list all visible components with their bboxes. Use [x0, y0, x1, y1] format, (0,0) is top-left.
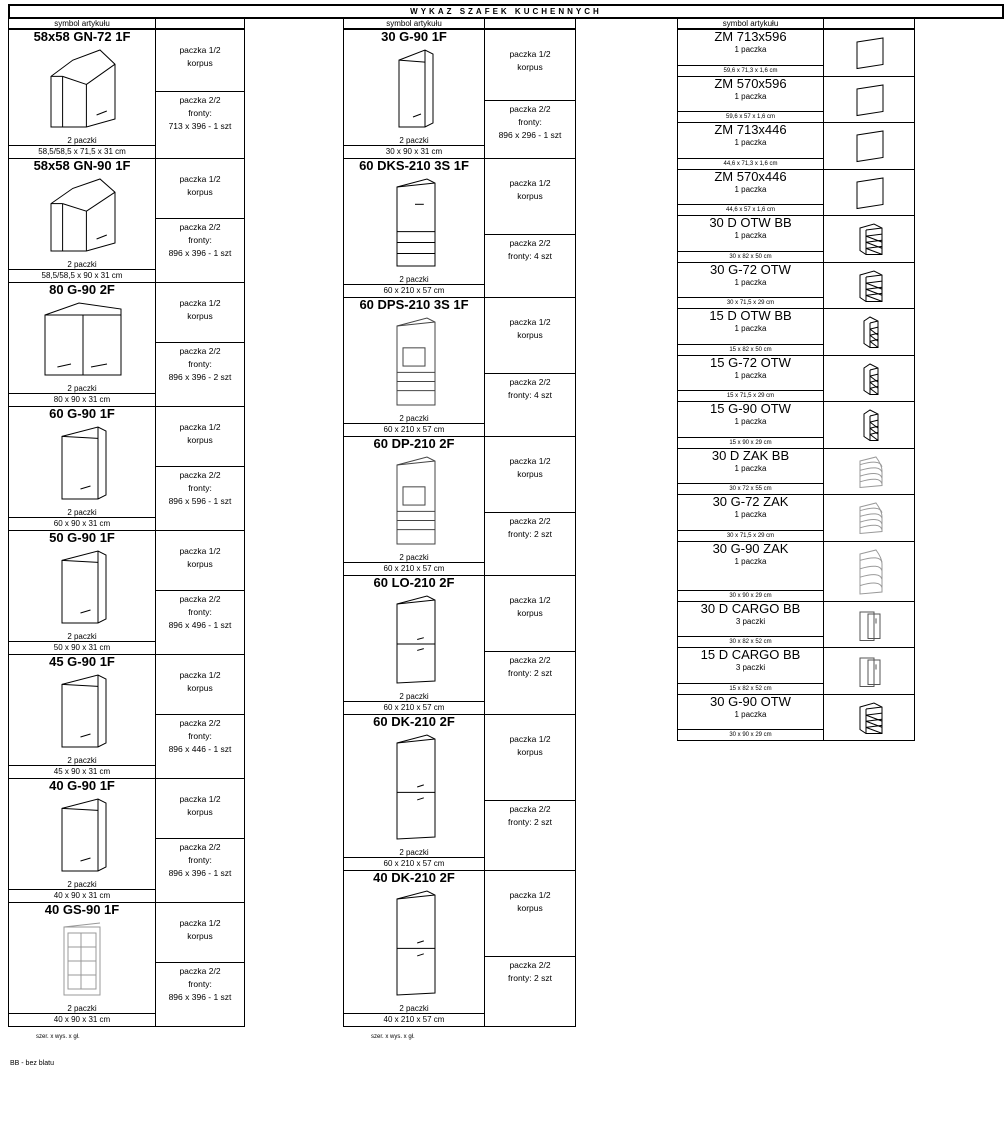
- package-2-desc: paczka 2/2 fronty: 2 szt: [508, 804, 552, 827]
- package-1-cell: [155, 29, 245, 92]
- package-1-cell: [155, 654, 245, 715]
- package-count: 2 paczki: [399, 848, 429, 857]
- header-symbol: symbol artykułu: [677, 17, 824, 29]
- item-drawing-cell: [823, 541, 915, 602]
- dimensions: 40 x 90 x 31 cm: [9, 1013, 155, 1026]
- package-2-desc: paczka 2/2 fronty: 2 szt: [508, 655, 552, 678]
- package-2-desc: paczka 2/2 fronty: 896 x 396 - 1 szt: [168, 222, 232, 258]
- dimensions: 44,6 x 57 x 1,6 cm: [678, 204, 823, 215]
- table-row: [677, 29, 915, 76]
- package-2-desc: paczka 2/2 fronty: 896 x 446 - 1 szt: [168, 718, 232, 754]
- item-cell: [677, 308, 824, 356]
- item-cell: [677, 541, 824, 602]
- dimensions: 15 x 90 x 29 cm: [678, 437, 823, 448]
- table-row: [677, 76, 915, 123]
- package-1-cell: [155, 158, 245, 219]
- package-2-desc: paczka 2/2 fronty: 896 x 596 - 1 szt: [168, 470, 232, 506]
- package-1-cell: [484, 158, 576, 235]
- package-2-desc: paczka 2/2 fronty: 4 szt: [508, 238, 552, 261]
- item-drawing-cell: [823, 401, 915, 449]
- table-row: [343, 158, 576, 297]
- item-cell: [8, 282, 156, 407]
- item-symbol: 40 G-90 1F: [49, 778, 115, 793]
- dimensions: 15 x 82 x 50 cm: [678, 344, 823, 355]
- dimensions: 30 x 82 x 52 cm: [678, 636, 823, 647]
- dimensions: 60 x 210 x 57 cm: [344, 284, 484, 297]
- package-count: 2 paczki: [67, 260, 97, 269]
- item-symbol: 60 DK-210 2F: [373, 714, 455, 729]
- item-cell: [343, 575, 485, 715]
- item-cell: [8, 29, 156, 159]
- package-1-cell: [484, 297, 576, 374]
- package-1-desc: paczka 1/2 korpus: [179, 45, 221, 68]
- open-shelf-icon: [856, 222, 884, 262]
- table-row: [677, 494, 915, 541]
- dimensions: 50 x 90 x 31 cm: [9, 641, 155, 654]
- package-2-cell: [155, 342, 245, 407]
- package-count: 1 paczka: [734, 231, 767, 240]
- cargo-cabinet-icon: [856, 608, 884, 648]
- table-row: [677, 448, 915, 495]
- item-symbol: 15 G-72 OTW: [710, 354, 791, 370]
- dimensions: 30 x 90 x 29 cm: [678, 590, 823, 601]
- narrow-shelf-icon: [860, 362, 880, 402]
- dimensions: 40 x 210 x 57 cm: [344, 1013, 484, 1026]
- corner-wall-cabinet-icon: [49, 177, 117, 258]
- tall-drawer-cabinet-icon: [393, 177, 437, 273]
- table-row: [677, 601, 915, 648]
- package-2-cell: [484, 100, 576, 159]
- package-count: 2 paczki: [399, 1004, 429, 1013]
- dimensions: 30 x 71,5 x 29 cm: [678, 297, 823, 308]
- package-count: 1 paczka: [734, 510, 767, 519]
- item-drawing-cell: [823, 448, 915, 496]
- item-symbol: 60 DP-210 2F: [373, 436, 455, 451]
- item-symbol: 30 G-72 ZAK: [712, 494, 789, 509]
- package-count: 1 paczka: [734, 463, 767, 473]
- footnote: szer. x wys. x gł.: [36, 1034, 80, 1040]
- package-1-cell: [155, 902, 245, 963]
- item-cell: [343, 436, 485, 576]
- item-symbol: 60 LO-210 2F: [373, 575, 455, 590]
- dimensions: 40 x 90 x 31 cm: [9, 889, 155, 902]
- package-2-cell: [155, 218, 245, 283]
- item-symbol: 30 D CARGO BB: [700, 600, 801, 616]
- open-shelf-icon: [856, 269, 884, 309]
- dimensions: 60 x 210 x 57 cm: [344, 423, 484, 436]
- item-symbol: 15 D CARGO BB: [700, 647, 801, 662]
- package-1-cell: [155, 778, 245, 839]
- package-1-desc: paczka 1/2 korpus: [179, 422, 221, 445]
- table-row: [8, 406, 245, 530]
- item-drawing-cell: [823, 647, 915, 695]
- package-count: 2 paczki: [399, 136, 429, 145]
- legend-note: BB - bez blatu: [10, 1060, 54, 1067]
- table-row: [8, 530, 245, 654]
- package-1-desc: paczka 1/2 korpus: [179, 670, 221, 693]
- package-2-desc: paczka 2/2 fronty: 896 x 296 - 1 szt: [498, 104, 562, 140]
- package-2-desc: paczka 2/2 fronty: 896 x 396 - 1 szt: [168, 842, 232, 878]
- item-symbol: 15 D OTW BB: [709, 308, 792, 323]
- item-drawing-cell: [823, 122, 915, 170]
- dimensions: 30 x 71,5 x 29 cm: [678, 530, 823, 541]
- item-drawing-cell: [823, 76, 915, 124]
- item-symbol: 60 G-90 1F: [49, 406, 115, 421]
- item-drawing-cell: [823, 262, 915, 310]
- item-cell: [8, 530, 156, 655]
- package-count: 1 paczka: [734, 709, 767, 719]
- item-cell: [8, 902, 156, 1027]
- double-wall-cabinet-icon: [43, 301, 123, 382]
- item-drawing-cell: [823, 601, 915, 649]
- item-drawing-cell: [823, 169, 915, 217]
- package-2-desc: paczka 2/2 fronty: 2 szt: [508, 960, 552, 983]
- package-2-cell: [155, 838, 245, 903]
- item-cell: [677, 448, 824, 496]
- footnote: szer. x wys. x gł.: [371, 1034, 415, 1040]
- item-cell: [677, 355, 824, 403]
- dimensions: 59,6 x 71,3 x 1,6 cm: [678, 65, 823, 76]
- item-cell: [677, 169, 824, 217]
- package-1-desc: paczka 1/2 korpus: [509, 49, 551, 72]
- item-cell: [343, 714, 485, 871]
- package-1-cell: [155, 406, 245, 467]
- item-symbol: 60 DKS-210 3S 1F: [359, 158, 469, 173]
- item-symbol: ZM 570x596: [714, 75, 787, 91]
- package-1-cell: [155, 530, 245, 591]
- item-symbol: 30 G-90 1F: [381, 29, 447, 44]
- front-panel-icon: [853, 129, 887, 169]
- package-1-cell: [484, 870, 576, 957]
- front-panel-icon: [853, 83, 887, 123]
- item-cell: [343, 297, 485, 437]
- table-row: [677, 401, 915, 448]
- package-1-desc: paczka 1/2 korpus: [509, 456, 551, 479]
- narrow-shelf-icon: [860, 408, 880, 448]
- package-1-cell: [155, 282, 245, 343]
- package-count: 2 paczki: [67, 136, 97, 145]
- table-row: [8, 282, 245, 406]
- rounded-shelf-icon: [856, 548, 884, 601]
- package-2-cell: [155, 91, 245, 159]
- package-1-desc: paczka 1/2 korpus: [509, 178, 551, 201]
- item-cell: [8, 158, 156, 283]
- item-cell: [677, 647, 824, 695]
- wall-cabinet-icon: [58, 673, 108, 754]
- table-row: [343, 297, 576, 436]
- package-count: 2 paczki: [67, 384, 97, 393]
- item-cell: [677, 694, 824, 742]
- table-row: [677, 122, 915, 169]
- package-count: 2 paczki: [399, 692, 429, 701]
- narrow-shelf-icon: [860, 315, 880, 355]
- item-cell: [343, 870, 485, 1027]
- package-count: 1 paczka: [734, 184, 767, 194]
- item-cell: [677, 401, 824, 449]
- header-blank: [484, 17, 576, 29]
- package-count: 1 paczka: [734, 138, 767, 147]
- package-1-desc: paczka 1/2 korpus: [509, 317, 551, 340]
- dimensions: 30 x 72 x 55 cm: [678, 483, 823, 494]
- glass-wall-cabinet-icon: [60, 921, 106, 1002]
- package-2-cell: [155, 962, 245, 1027]
- table-row: [343, 29, 576, 158]
- dimensions: 45 x 90 x 31 cm: [9, 765, 155, 778]
- package-count: 1 paczka: [734, 556, 767, 566]
- package-1-desc: paczka 1/2 korpus: [509, 890, 551, 913]
- dimensions: 30 x 90 x 31 cm: [344, 145, 484, 158]
- package-count: 2 paczki: [67, 880, 97, 889]
- item-symbol: 30 G-90 ZAK: [712, 540, 789, 556]
- dimensions: 60 x 90 x 31 cm: [9, 517, 155, 530]
- table-row: [677, 541, 915, 601]
- package-2-cell: [155, 714, 245, 779]
- dimensions: 44,6 x 71,3 x 1,6 cm: [678, 158, 823, 169]
- package-2-desc: paczka 2/2 fronty: 896 x 396 - 2 szt: [168, 346, 232, 382]
- item-drawing-cell: [823, 215, 915, 263]
- column-2: [343, 17, 576, 1040]
- item-symbol: 50 G-90 1F: [49, 530, 115, 545]
- item-cell: [343, 158, 485, 298]
- tall-oven-cabinet-icon: [393, 316, 437, 412]
- header-blank: [155, 17, 245, 29]
- package-1-cell: [484, 436, 576, 513]
- rounded-shelf-icon: [856, 501, 884, 541]
- package-2-cell: [155, 590, 245, 655]
- cargo-cabinet-icon: [856, 654, 884, 694]
- item-cell: [8, 406, 156, 531]
- package-1-desc: paczka 1/2 korpus: [179, 918, 221, 941]
- package-2-desc: paczka 2/2 fronty: 2 szt: [508, 516, 552, 539]
- package-2-desc: paczka 2/2 fronty: 896 x 496 - 1 szt: [168, 594, 232, 630]
- tall-fridge-cabinet-icon: [393, 594, 437, 690]
- item-cell: [677, 76, 824, 124]
- item-cell: [8, 654, 156, 779]
- package-1-desc: paczka 1/2 korpus: [509, 595, 551, 618]
- item-symbol: 60 DPS-210 3S 1F: [359, 297, 469, 312]
- dimensions: 60 x 210 x 57 cm: [344, 562, 484, 575]
- package-count: 1 paczka: [734, 277, 767, 287]
- package-2-desc: paczka 2/2 fronty: 896 x 396 - 1 szt: [168, 966, 232, 1002]
- item-cell: [677, 29, 824, 77]
- package-2-desc: paczka 2/2 fronty: 713 x 396 - 1 szt: [168, 95, 232, 131]
- package-2-cell: [484, 651, 576, 715]
- package-1-cell: [484, 575, 576, 652]
- wall-cabinet-icon: [58, 425, 108, 506]
- item-cell: [677, 215, 824, 263]
- dimensions: 15 x 82 x 52 cm: [678, 683, 823, 694]
- table-row: [677, 355, 915, 402]
- dimensions: 80 x 90 x 31 cm: [9, 393, 155, 406]
- table-row: [677, 647, 915, 694]
- package-count: 2 paczki: [67, 756, 97, 765]
- item-symbol: ZM 713x596: [714, 29, 787, 44]
- column-1: [8, 17, 245, 1040]
- table-row: [343, 714, 576, 870]
- table-row: [343, 436, 576, 575]
- package-2-cell: [484, 234, 576, 298]
- table-row: [343, 575, 576, 714]
- dimensions: 59,6 x 57 x 1,6 cm: [678, 111, 823, 122]
- item-symbol: ZM 713x446: [714, 122, 787, 137]
- tall-oven-cabinet-icon: [393, 455, 437, 551]
- item-symbol: 45 G-90 1F: [49, 654, 115, 669]
- package-count: 2 paczki: [399, 414, 429, 423]
- package-count: 1 paczka: [734, 91, 767, 101]
- package-count: 2 paczki: [399, 275, 429, 284]
- front-panel-icon: [853, 36, 887, 76]
- package-1-desc: paczka 1/2 korpus: [179, 794, 221, 817]
- package-count: 2 paczki: [67, 632, 97, 641]
- package-1-desc: paczka 1/2 korpus: [179, 546, 221, 569]
- package-count: 3 paczki: [735, 663, 766, 672]
- table-row: [677, 308, 915, 355]
- open-shelf-icon: [856, 701, 884, 741]
- table-row: [8, 902, 245, 1026]
- table-row: [8, 654, 245, 778]
- table-row: [8, 778, 245, 902]
- package-1-desc: paczka 1/2 korpus: [179, 298, 221, 321]
- package-count: 2 paczki: [67, 508, 97, 517]
- wall-cabinet-icon: [58, 549, 108, 630]
- tall-cabinet-icon: [393, 889, 437, 1002]
- page-title: WYKAZ SZAFEK KUCHENNYCH: [8, 4, 1004, 19]
- package-count: 1 paczka: [734, 324, 767, 333]
- header-symbol: symbol artykułu: [343, 17, 485, 29]
- package-2-cell: [484, 512, 576, 576]
- item-cell: [677, 494, 824, 542]
- package-2-desc: paczka 2/2 fronty: 4 szt: [508, 377, 552, 400]
- item-cell: [677, 262, 824, 310]
- package-count: 2 paczki: [399, 553, 429, 562]
- package-1-desc: paczka 1/2 korpus: [179, 174, 221, 197]
- dimensions: 30 x 82 x 50 cm: [678, 251, 823, 262]
- dimensions: 58,5/58,5 x 71,5 x 31 cm: [9, 145, 155, 158]
- table-row: [8, 158, 245, 282]
- item-cell: [677, 601, 824, 649]
- dimensions: 30 x 90 x 29 cm: [678, 729, 823, 740]
- wall-cabinet-icon: [58, 797, 108, 878]
- package-count: 1 paczka: [734, 417, 767, 426]
- item-symbol: 58x58 GN-72 1F: [33, 29, 131, 44]
- tall-cabinet-icon: [393, 733, 437, 846]
- item-symbol: 40 DK-210 2F: [373, 870, 455, 885]
- package-1-desc: paczka 1/2 korpus: [509, 734, 551, 757]
- package-1-cell: [484, 29, 576, 101]
- item-symbol: 30 G-72 OTW: [710, 261, 791, 277]
- package-2-cell: [484, 800, 576, 871]
- item-symbol: 80 G-90 2F: [49, 282, 115, 297]
- table-row: [677, 169, 915, 216]
- column-3: [677, 17, 915, 747]
- dimensions: 60 x 210 x 57 cm: [344, 701, 484, 714]
- item-symbol: 58x58 GN-90 1F: [33, 158, 131, 173]
- package-2-cell: [155, 466, 245, 531]
- package-count: 3 paczki: [735, 616, 766, 626]
- item-symbol: 40 GS-90 1F: [44, 902, 120, 917]
- header-symbol: symbol artykułu: [8, 17, 156, 29]
- dimensions: 15 x 71,5 x 29 cm: [678, 390, 823, 401]
- item-symbol: 30 D OTW BB: [709, 215, 792, 230]
- table-row: [343, 870, 576, 1026]
- package-count: 1 paczka: [734, 370, 767, 380]
- corner-wall-cabinet-icon: [49, 48, 117, 134]
- dimensions: 58,5/58,5 x 90 x 31 cm: [9, 269, 155, 282]
- package-2-cell: [484, 373, 576, 437]
- package-count: 1 paczka: [734, 45, 767, 54]
- item-drawing-cell: [823, 694, 915, 742]
- item-cell: [343, 29, 485, 159]
- item-drawing-cell: [823, 494, 915, 542]
- item-drawing-cell: [823, 355, 915, 403]
- item-drawing-cell: [823, 29, 915, 77]
- wall-cabinet-icon: [395, 48, 435, 134]
- header-blank: [823, 17, 915, 29]
- table-row: [677, 215, 915, 262]
- front-panel-icon: [853, 176, 887, 216]
- package-2-cell: [484, 956, 576, 1027]
- table-row: [677, 694, 915, 741]
- table-row: [677, 262, 915, 309]
- item-cell: [8, 778, 156, 903]
- dimensions: 60 x 210 x 57 cm: [344, 857, 484, 870]
- package-1-cell: [484, 714, 576, 801]
- item-drawing-cell: [823, 308, 915, 356]
- package-count: 2 paczki: [67, 1004, 97, 1013]
- rounded-shelf-icon: [856, 455, 884, 495]
- item-symbol: 15 G-90 OTW: [710, 401, 791, 416]
- item-symbol: 30 G-90 OTW: [710, 693, 791, 709]
- item-cell: [677, 122, 824, 170]
- item-symbol: ZM 570x446: [714, 168, 787, 184]
- table-row: [8, 29, 245, 158]
- item-symbol: 30 D ZAK BB: [711, 447, 790, 463]
